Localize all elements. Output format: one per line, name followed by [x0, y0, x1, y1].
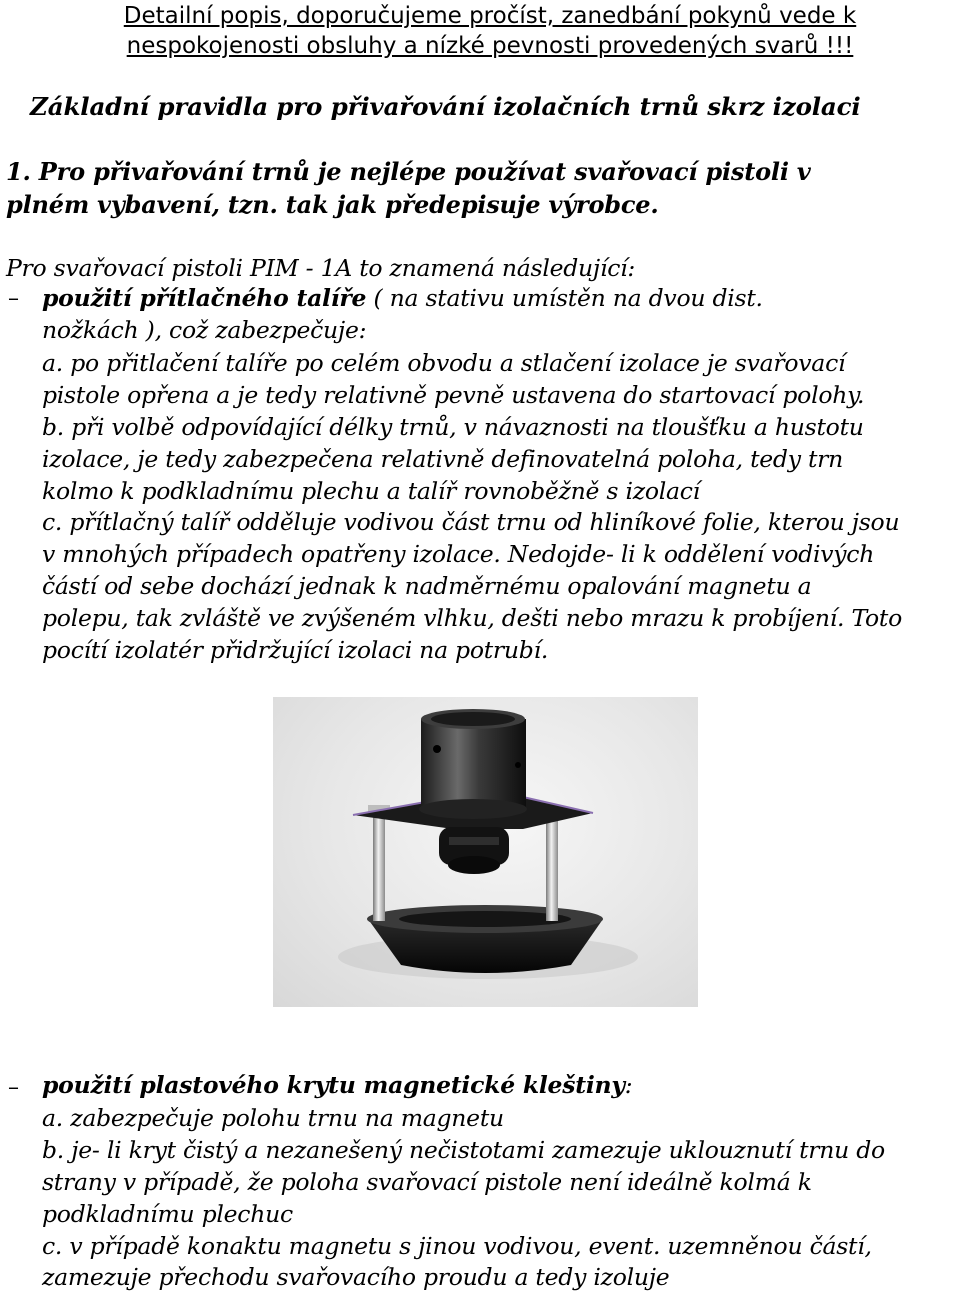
bullet-dash: –: [8, 286, 19, 311]
section-2-text-line: b. je- li kryt čistý a nezanešený nečistotami zamezuje uklouznutí trnu do: [42, 1136, 885, 1164]
section-2-text-line: a. zabezpečuje polohu trnu na magnetu: [42, 1104, 504, 1132]
section-1-item-heading: [42, 284, 763, 312]
section-1-text-line: kolmo k podkladnímu plechu a talíř rovnoběžně s izolací: [42, 477, 700, 505]
rule-1-line-2: plném vybavení, tzn. tak jak předepisuje výrobce.: [6, 190, 659, 219]
header-line-1: Detailní popis, doporučujeme pročíst, zanedbání pokynů vede k: [123, 3, 857, 29]
section-2-item-bold: použití plastového krytu magnetické kleštiny: [42, 1071, 625, 1099]
section-2-item-tail: :: [624, 1071, 633, 1099]
section-2-text-line: podkladnímu plechuc: [42, 1200, 293, 1228]
section-2-text-line: strany v případě, že poloha svařovací pistole není ideálně kolmá k: [42, 1168, 812, 1196]
section-1-text-line: polepu, tak zvláště ve zvýšeném vlhku, dešti nebo mrazu k probíjení. Toto: [42, 604, 903, 632]
section-2-item-heading: [42, 1071, 632, 1099]
section-1-text-line: b. při volbě odpovídající délky trnů, v návaznosti na tloušťku a hustotu: [42, 413, 864, 441]
section-1-text-line: pistole opřena a je tedy relativně pevně ustavena do startovací polohy.: [42, 381, 865, 409]
section-1-item-bold: použití přítlačného talíře: [42, 284, 367, 312]
section-2-text-line: zamezuje přechodu svařovacího proudu a tedy izoluje: [42, 1263, 670, 1291]
section-1-text-line: pocítí izolatér přidržující izolaci na potrubí.: [42, 636, 549, 664]
header-line-2: nespokojenosti obsluhy a nízké pevnosti provedených svarů !!!: [126, 33, 854, 59]
section-1-text-line: a. po přitlačení talíře po celém obvodu a stlačení izolace je svařovací: [42, 349, 846, 377]
rule-1-line-1: 1. Pro přivařování trnů je nejlépe používat svařovací pistoli v: [6, 157, 811, 186]
section-1-item-rest: ( na stativu umístěn na dvou dist.: [366, 284, 763, 312]
section-1-text-line: izolace, je tedy zabezpečena relativně definovatelná poloha, tedy trn: [42, 445, 844, 473]
section-1-text-line: v mnohých případech opatřeny izolace. Nedojde- li k oddělení vodivých: [42, 540, 875, 568]
section-1-text-line: c. přítlačný talíř odděluje vodivou část trnu od hliníkové folie, kterou jsou: [42, 508, 900, 536]
bullet-dash: –: [8, 1075, 19, 1100]
section-2-text-line: c. v případě konaktu magnetu s jinou vodivou, event. uzemněnou částí,: [42, 1232, 872, 1260]
section-1-text-line: částí od sebe dochází jednak k nadměrnému opalování magnetu a: [42, 572, 812, 600]
document-title: Základní pravidla pro přivařování izolačních trnů skrz izolaci: [30, 92, 861, 121]
press-plate-photo: [273, 697, 698, 1007]
section-1-item-line-2: nožkách ), což zabezpečuje:: [42, 316, 367, 344]
press-plate-icon: [273, 697, 698, 1007]
section-1-intro: Pro svařovací pistoli PIM - 1A to znamená následující:: [6, 254, 636, 282]
